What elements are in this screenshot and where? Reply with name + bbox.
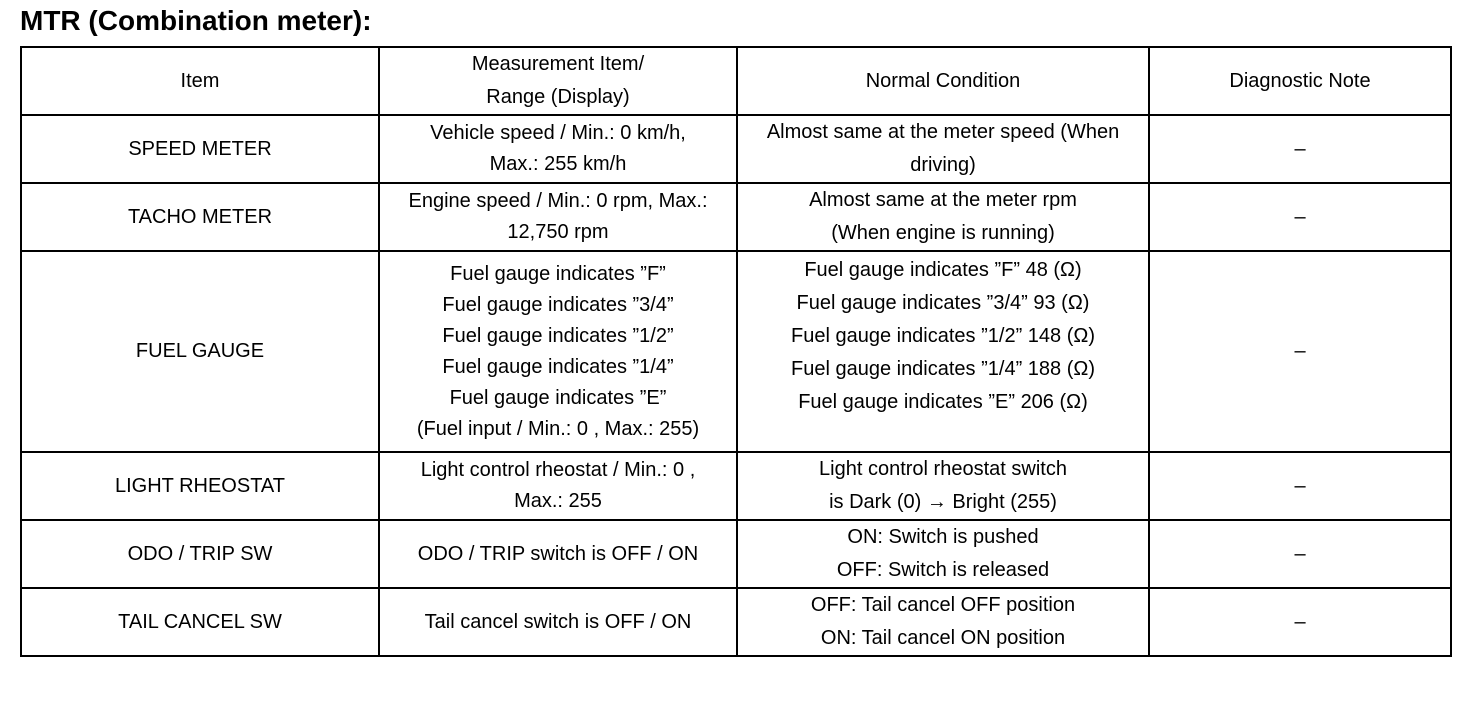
diagnostic-note-cell: –	[1149, 183, 1451, 251]
cell-line: ODO / TRIP switch is OFF / ON	[417, 542, 699, 565]
cell-line: Max.: 255	[514, 490, 602, 512]
measurement-cell	[379, 452, 737, 520]
item-cell: ODO / TRIP SW	[21, 520, 379, 588]
measurement-cell	[379, 588, 737, 656]
cell-line: driving)	[910, 154, 976, 176]
table-row	[21, 520, 1451, 588]
header-item: Item	[21, 47, 379, 115]
item-cell: TACHO METER	[21, 183, 379, 251]
item-cell: FUEL GAUGE	[21, 251, 379, 452]
cell-line: Max.: 255 km/h	[489, 153, 627, 175]
table-row	[21, 452, 1451, 520]
cell-line: Light control rheostat / Min.: 0 ,	[420, 459, 696, 481]
header-measurement-line: Measurement Item/	[471, 53, 645, 75]
cell-line: ON: Tail cancel ON position	[820, 627, 1066, 649]
normal-condition-cell	[737, 452, 1149, 520]
measurement-cell	[379, 251, 737, 452]
cell-line: Light control rheostat switch	[819, 458, 1067, 480]
table-header-row	[21, 47, 1451, 115]
cell-line: Fuel gauge indicates ”1/2”	[442, 324, 674, 347]
header-normal-condition: Normal Condition	[737, 47, 1149, 115]
cell-line: (Fuel input / Min.: 0 , Max.: 255)	[416, 417, 700, 440]
normal-condition-cell	[737, 251, 1149, 452]
diagnostic-note-cell: –	[1149, 452, 1451, 520]
cell-line: OFF: Tail cancel OFF position	[810, 594, 1076, 616]
cell-line: Fuel gauge indicates ”F” 48 (Ω)	[804, 259, 1082, 281]
normal-condition-cell	[737, 115, 1149, 183]
cell-line: Almost same at the meter rpm	[809, 189, 1077, 211]
diagnostic-note-cell: –	[1149, 115, 1451, 183]
mtr-data-table	[20, 46, 1452, 657]
cell-line: Almost same at the meter speed (When	[766, 121, 1120, 143]
document-title: MTR (Combination meter):	[20, 5, 372, 36]
cell-line: Fuel gauge indicates ”F”	[450, 262, 666, 285]
normal-condition-cell	[737, 588, 1149, 656]
cell-line: 12,750 rpm	[507, 221, 609, 243]
measurement-cell	[379, 115, 737, 183]
measurement-cell	[379, 183, 737, 251]
diagnostic-note-cell: –	[1149, 520, 1451, 588]
normal-condition-cell	[737, 183, 1149, 251]
diagnostic-note-cell: –	[1149, 251, 1451, 452]
header-measurement	[379, 47, 737, 115]
item-cell: TAIL CANCEL SW	[21, 588, 379, 656]
cell-line: Fuel gauge indicates ”3/4”	[442, 293, 674, 316]
cell-line: Fuel gauge indicates ”3/4” 93 (Ω)	[796, 292, 1090, 314]
cell-line: OFF: Switch is released	[836, 559, 1050, 581]
cell-line: Fuel gauge indicates ”1/4” 188 (Ω)	[790, 358, 1095, 380]
header-diagnostic-note: Diagnostic Note	[1149, 47, 1451, 115]
cell-line: (When engine is running)	[831, 222, 1055, 244]
item-cell: SPEED METER	[21, 115, 379, 183]
item-cell: LIGHT RHEOSTAT	[21, 452, 379, 520]
cell-line: Fuel gauge indicates ”E”	[449, 386, 667, 409]
cell-line: Vehicle speed / Min.: 0 km/h,	[430, 122, 686, 144]
cell-line: Engine speed / Min.: 0 rpm, Max.:	[408, 190, 708, 212]
table-row	[21, 588, 1451, 656]
measurement-cell	[379, 520, 737, 588]
cell-line: Tail cancel switch is OFF / ON	[424, 610, 692, 633]
cell-line: is Dark (0) → Bright (255)	[829, 491, 1057, 513]
cell-line: Fuel gauge indicates ”E” 206 (Ω)	[798, 391, 1088, 413]
table-row	[21, 251, 1451, 452]
cell-line: Fuel gauge indicates ”1/4”	[442, 355, 674, 378]
header-measurement-line: Range (Display)	[486, 86, 630, 108]
normal-condition-cell	[737, 520, 1149, 588]
cell-line: Fuel gauge indicates ”1/2” 148 (Ω)	[790, 325, 1095, 347]
table-row	[21, 183, 1451, 251]
table-row	[21, 115, 1451, 183]
diagnostic-note-cell: –	[1149, 588, 1451, 656]
cell-line: ON: Switch is pushed	[847, 526, 1039, 548]
